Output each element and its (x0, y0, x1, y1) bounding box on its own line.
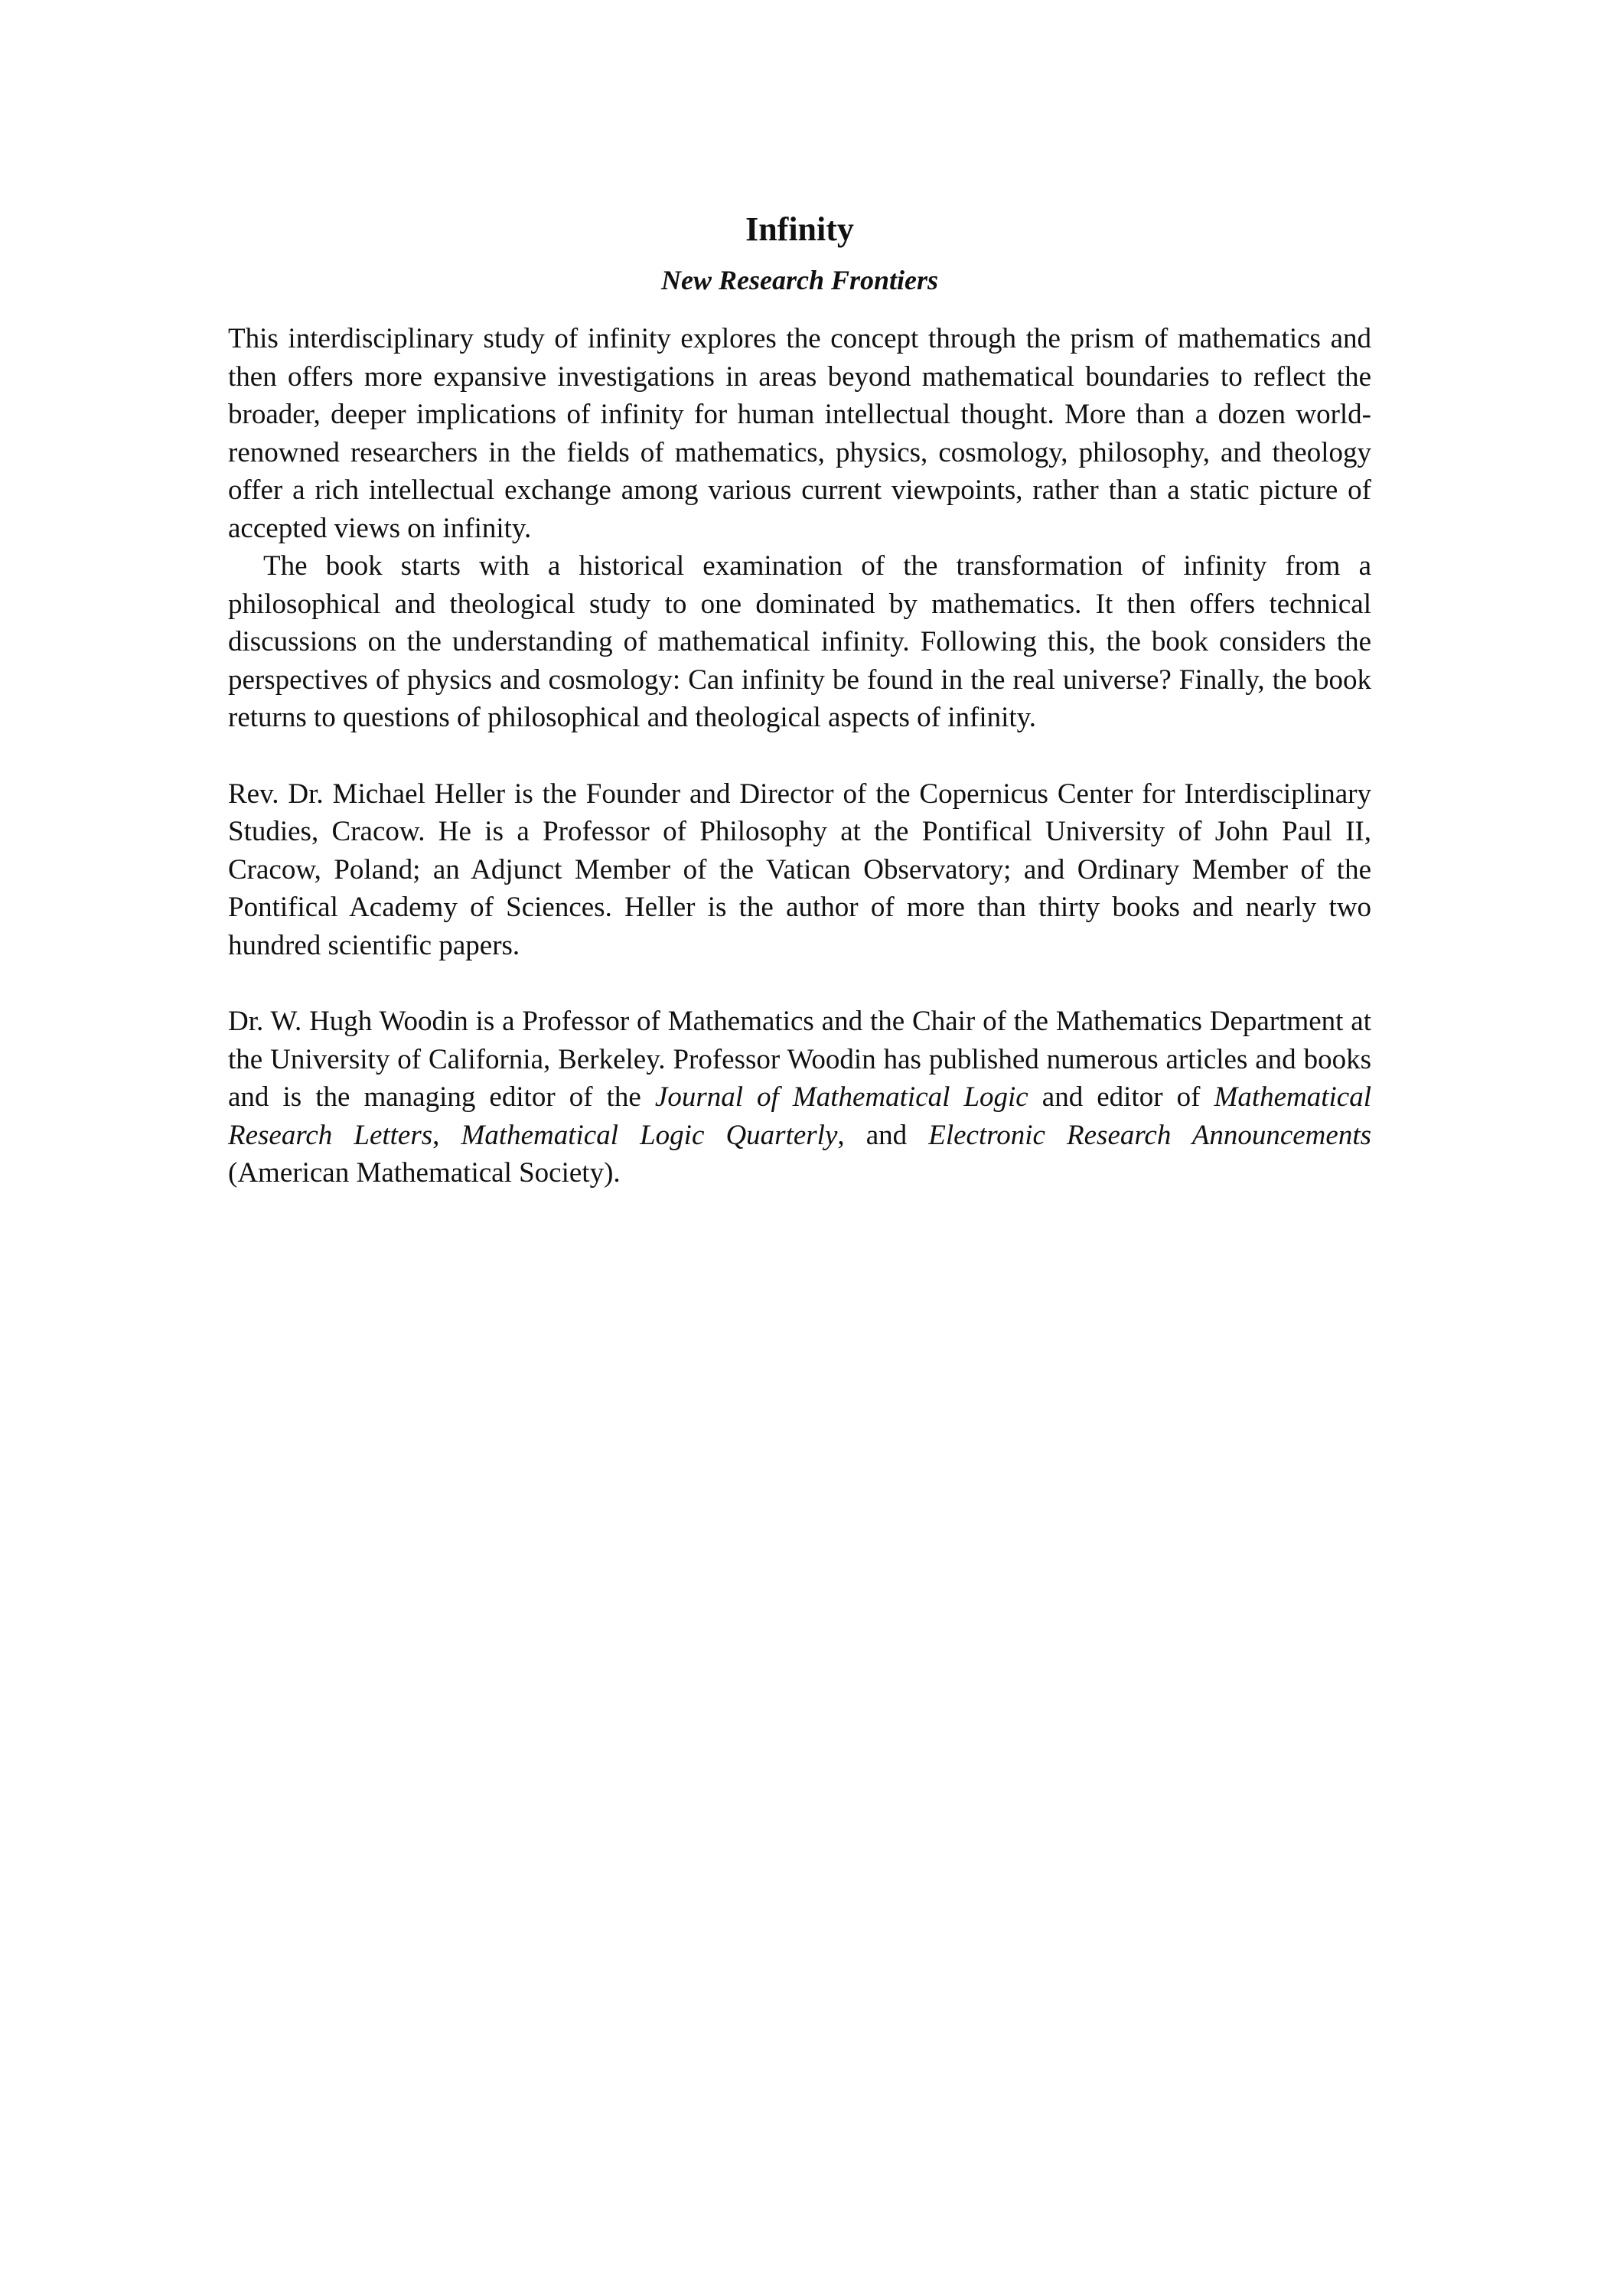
bio-woodin-text-5: (American Mathematical Society). (228, 1157, 621, 1189)
bio-woodin-text-2: and editor of (1028, 1081, 1214, 1113)
journal-title-1: Journal of Mathematical Logic (654, 1081, 1028, 1113)
bio-woodin-text-4: , and (837, 1119, 929, 1151)
description-paragraph-1: This interdisciplinary study of infinity explores the concept through the prism of mathematics and then offers more expansive investigations in areas beyond mathematical boundaries to reflect the broader, deeper implications of infinity for human intellectual thought. More than a dozen world-renowned researchers in the fields of mathematics, physics, cosmology, philosophy, and theology offer a rich intellectual exchange among various current viewpoints, rather than a static picture of accepted views on infinity. (228, 323, 1371, 544)
book-description (228, 205, 1371, 1192)
description-paragraph-2: The book starts with a historical examination of the transformation of infinity from a philosophical and theological study to one dominated by mathematics. It then offers technical discussions on the understanding of mathematical infinity. Following this, the book considers the perspectives of physics and cosmology: Can infinity be found in the real universe? Finally, the book returns to questions of philosophical and theological aspects of infinity. (228, 550, 1371, 733)
author-bio-heller: Rev. Dr. Michael Heller is the Founder and Director of the Copernicus Center for Interdisciplinary Studies, Cracow. He is a Professor of Philosophy at the Pontifical University of John Paul II, Cracow, Poland; an Adjunct Member of the Vatican Observatory; and Ordinary Member of the Pontifical Academy of Sciences. Heller is the author of more than thirty books and nearly two hundred scientific papers. (228, 778, 1371, 961)
journal-title-2: Mathematical Research Letters (228, 1081, 1372, 1151)
bio-woodin-text-1: Dr. W. Hugh Woodin is a Professor of Mathematics and the Chair of the Mathematics Department at the University of California, Berkeley. Professor Woodin has published numerous articles and books and is the managing editor of the (228, 1006, 1371, 1113)
bio-woodin-text-3: , (432, 1119, 461, 1151)
journal-title-3: Mathematical Logic Quarterly (461, 1119, 838, 1151)
book-subtitle: New Research Frontiers (660, 265, 939, 295)
book-title: Infinity (745, 210, 854, 248)
author-bio-woodin (228, 1003, 1371, 1192)
journal-title-4: Electronic Research Announcements (928, 1119, 1372, 1151)
